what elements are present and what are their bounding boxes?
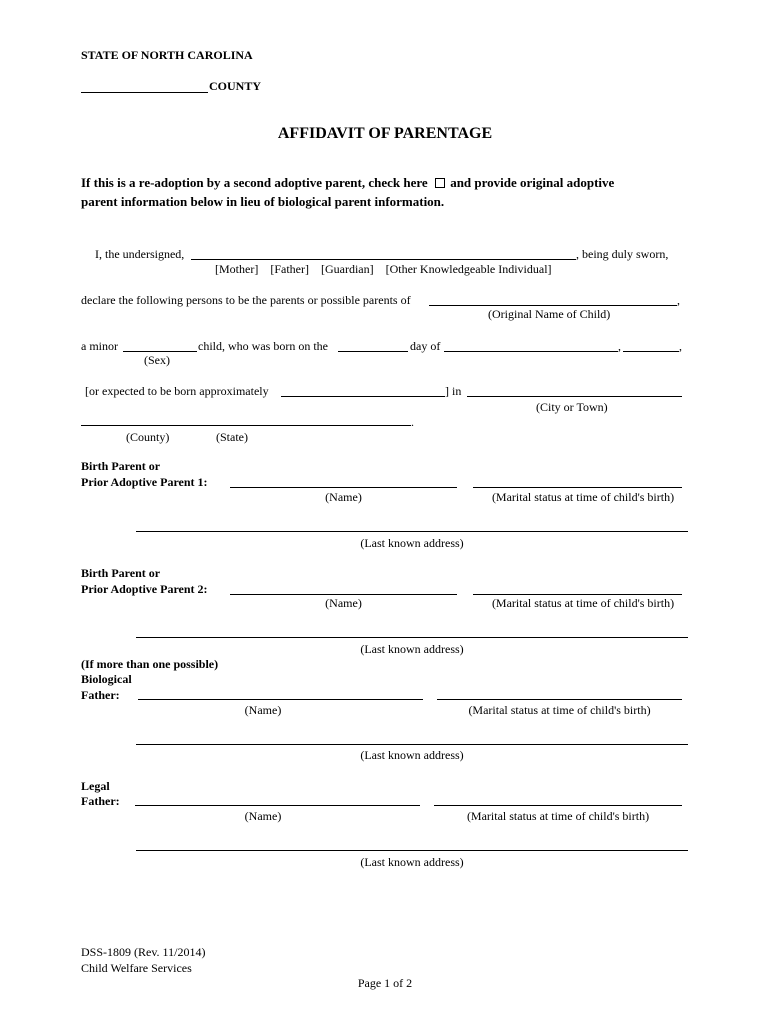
- bio-father-marital-input[interactable]: [437, 699, 682, 700]
- parent-2-address-input[interactable]: [136, 637, 688, 638]
- biological-father-label: Father:: [81, 688, 120, 702]
- in-label: ] in: [445, 384, 462, 398]
- legal-father-address-input[interactable]: [136, 850, 688, 851]
- duly-sworn-label: , being duly sworn,: [576, 247, 669, 261]
- instruction-text-1: If this is a re-adoption by a second adoptive parent, check here: [81, 175, 428, 190]
- birth-parent-1-label: Prior Adoptive Parent 1:: [81, 475, 208, 489]
- declare-label: declare the following persons to be the parents or possible parents of: [81, 293, 411, 307]
- comma-text: ,: [679, 339, 682, 353]
- sex-input[interactable]: [123, 351, 197, 352]
- name-caption: (Name): [244, 703, 282, 717]
- parent-2-name-input[interactable]: [230, 594, 457, 595]
- instruction-text-2: and provide original adoptive: [450, 175, 615, 190]
- bio-father-name-input[interactable]: [138, 699, 423, 700]
- sex-caption: (Sex): [144, 353, 170, 367]
- birth-day-input[interactable]: [338, 351, 408, 352]
- name-caption: (Name): [244, 809, 282, 823]
- legal-father-name-input[interactable]: [135, 805, 420, 806]
- parent-2-marital-input[interactable]: [473, 594, 682, 595]
- period-text: .: [411, 415, 414, 429]
- biological-father-label: Biological: [81, 672, 132, 686]
- legal-father-label: Father:: [81, 794, 120, 808]
- parent-1-name-input[interactable]: [230, 487, 457, 488]
- parent-1-address-input[interactable]: [136, 531, 688, 532]
- affiant-name-input[interactable]: [191, 259, 576, 260]
- multiple-possible-note: (If more than one possible): [81, 657, 219, 671]
- department-name: Child Welfare Services: [81, 961, 192, 975]
- legal-father-label: Legal: [81, 779, 110, 793]
- instruction-text-3: parent information below in lieu of biological parent information.: [81, 194, 445, 209]
- city-input[interactable]: [467, 396, 682, 397]
- minor-label: a minor: [81, 339, 118, 353]
- expected-label: [or expected to be born approximately: [85, 384, 269, 398]
- comma-text: ,: [618, 339, 621, 353]
- birth-parent-2-label: Prior Adoptive Parent 2:: [81, 582, 208, 596]
- parent-1-marital-input[interactable]: [473, 487, 682, 488]
- birth-parent-1-label: Birth Parent or: [81, 459, 161, 473]
- day-of-label: day of: [410, 339, 441, 353]
- birth-parent-2-label: Birth Parent or: [81, 566, 161, 580]
- county-label: COUNTY: [209, 79, 262, 93]
- birth-year-input[interactable]: [623, 351, 679, 352]
- birth-month-input[interactable]: [444, 351, 618, 352]
- form-number: DSS-1809 (Rev. 11/2014): [81, 945, 206, 959]
- county-input[interactable]: [81, 92, 208, 93]
- state-heading: STATE OF NORTH CAROLINA: [81, 48, 253, 62]
- name-caption: (Name): [325, 490, 362, 504]
- address-caption: (Last known address): [360, 536, 464, 550]
- marital-caption: (Marital status at time of child's birth): [491, 596, 675, 610]
- expected-date-input[interactable]: [281, 396, 445, 397]
- city-caption: (City or Town): [536, 400, 608, 414]
- address-caption: (Last known address): [360, 855, 464, 869]
- address-caption: (Last known address): [360, 642, 464, 656]
- bio-father-address-input[interactable]: [136, 744, 688, 745]
- undersigned-label: I, the undersigned,: [95, 247, 185, 261]
- marital-caption: (Marital status at time of child's birth): [466, 809, 650, 823]
- marital-caption: (Marital status at time of child's birth): [491, 490, 675, 504]
- born-on-label: child, who was born on the: [198, 339, 328, 353]
- form-title: AFFIDAVIT OF PARENTAGE: [277, 125, 493, 142]
- county-state-input[interactable]: [81, 425, 411, 426]
- readoption-instruction: [81, 175, 614, 191]
- name-caption: (Name): [325, 596, 362, 610]
- page-number: Page 1 of 2: [357, 976, 413, 990]
- state-caption: (State): [216, 430, 248, 444]
- legal-father-marital-input[interactable]: [434, 805, 682, 806]
- original-name-caption: (Original Name of Child): [488, 307, 611, 321]
- county-caption: (County): [126, 430, 170, 444]
- role-options-label: [Mother] [Father] [Guardian] [Other Knowledgeable Individual]: [215, 262, 552, 276]
- comma-text: ,: [677, 293, 680, 307]
- marital-caption: (Marital status at time of child's birth): [468, 703, 651, 717]
- child-original-name-input[interactable]: [429, 305, 677, 306]
- readoption-checkbox[interactable]: [435, 178, 445, 188]
- address-caption: (Last known address): [360, 748, 464, 762]
